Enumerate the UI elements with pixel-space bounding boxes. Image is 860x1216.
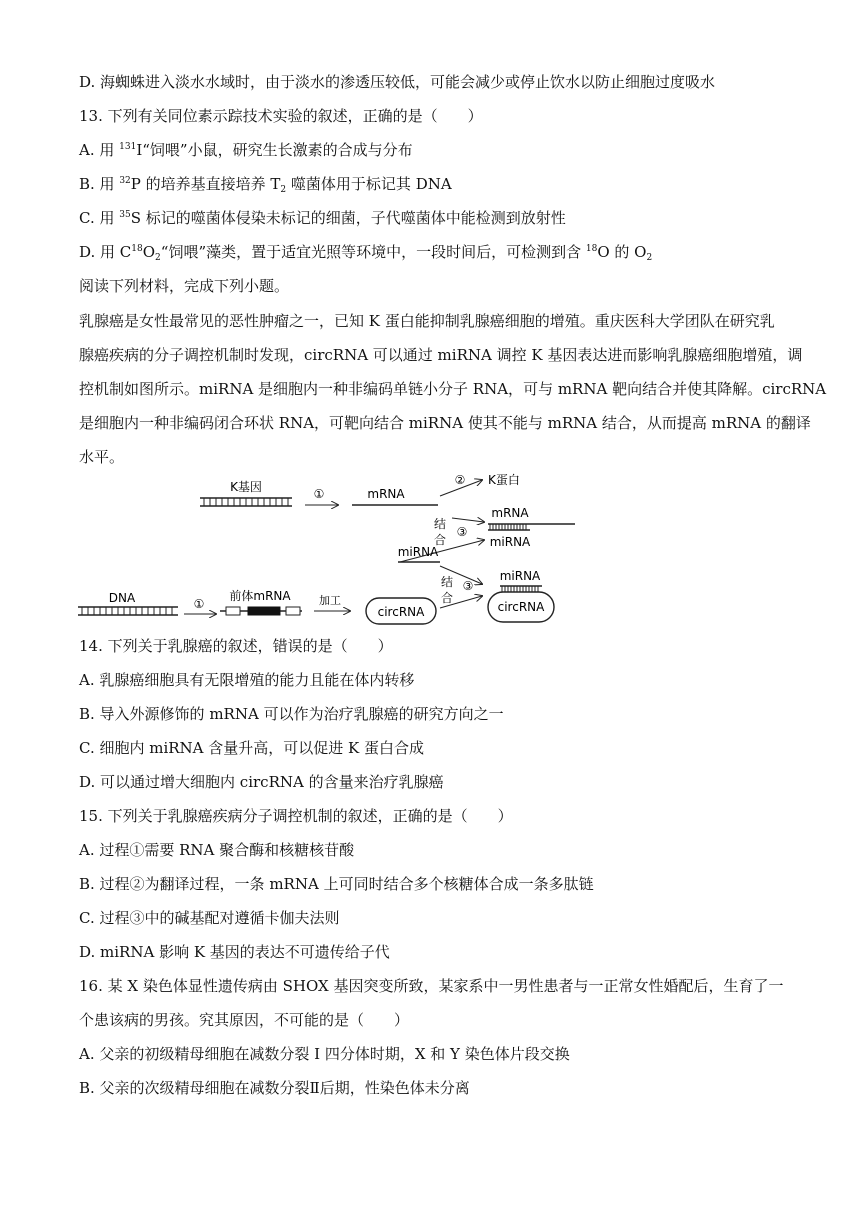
dna-label: DNA bbox=[108, 591, 136, 605]
bind-label-upper: 结 bbox=[433, 517, 447, 531]
step3-label-lower: ③ bbox=[462, 579, 474, 593]
q13-option-b: B. 用 $^{32}$P 的培养基直接培养 $T_2$ 噬菌体用于标记其 DNA bbox=[79, 175, 452, 195]
bind-label-upper-2: 合 bbox=[433, 533, 447, 547]
q14-option-d: D. 可以通过增大细胞内 circRNA 的含量来治疗乳腺癌 bbox=[79, 773, 444, 791]
material-line: 是细胞内一种非编码闭合环状 RNA，可靶向结合 miRNA 使其不能与 mRNA 结合，从而提高 mRNA 的翻译 bbox=[79, 414, 811, 432]
material-line: 水平。 bbox=[79, 448, 125, 466]
step1-label-top: ① bbox=[313, 487, 325, 501]
material-line: 控机制如图所示。miRNA 是细胞内一种非编码单链小分子 RNA，可与 mRNA 靶向结合并使其降解。circRNA bbox=[79, 380, 827, 398]
process-label: 加工 bbox=[319, 594, 341, 607]
q15-option-c: C. 过程③中的碱基配对遵循卡伽夫法则 bbox=[79, 909, 340, 927]
q16-option-a: A. 父亲的初级精母细胞在减数分裂 I 四分体时期，X 和 Y 染色体片段交换 bbox=[79, 1045, 570, 1063]
dna-double-strand bbox=[78, 607, 178, 615]
k-gene-label: K基因 bbox=[230, 480, 262, 494]
q14-stem: 14. 下列关于乳腺癌的叙述，错误的是（ ） bbox=[79, 637, 393, 655]
q12-option-d: D. 海蜘蛛进入淡水水域时，由于淡水的渗透压较低，可能会减少或停止饮水以防止细胞过度吸水 bbox=[79, 73, 716, 91]
mrna-label: mRNA bbox=[367, 487, 405, 501]
q15-option-d: D. miRNA 影响 K 基因的表达不可遗传给子代 bbox=[79, 943, 390, 961]
q14-option-a: A. 乳腺癌细胞具有无限增殖的能力且能在体内转移 bbox=[79, 671, 415, 689]
q15-option-b: B. 过程②为翻译过程，一条 mRNA 上可同时结合多个核糖体合成一条多肽链 bbox=[79, 875, 594, 893]
step1-label-bottom: ① bbox=[193, 597, 205, 611]
reading-intro: 阅读下列材料，完成下列小题。 bbox=[79, 277, 290, 295]
step2-label: ② bbox=[454, 473, 466, 487]
k-gene-double-strand bbox=[200, 498, 292, 506]
q16-option-b: B. 父亲的次级精母细胞在减数分裂Ⅱ后期，性染色体未分离 bbox=[79, 1079, 470, 1097]
q16-stem-line2: 个患该病的男孩。究其原因，不可能的是（ ） bbox=[79, 1011, 410, 1029]
mirna-label: miRNA bbox=[397, 545, 439, 559]
q15-option-a: A. 过程①需要 RNA 聚合酶和核糖核苷酸 bbox=[79, 841, 355, 859]
pre-mrna-label: 前体mRNA bbox=[229, 589, 291, 603]
k-protein-label: K蛋白 bbox=[488, 473, 520, 487]
complex2-circrna-label: circRNA bbox=[497, 600, 545, 614]
material-line: 腺癌疾病的分子调控机制时发现，circRNA 可以通过 miRNA 调控 K 基因表达进而影响乳腺癌细胞增殖，调 bbox=[79, 346, 803, 364]
q13-stem: 13. 下列有关同位素示踪技术实验的叙述，正确的是（ ） bbox=[79, 107, 483, 125]
pre-mrna-strand bbox=[220, 607, 302, 615]
complex2-mirna-label: miRNA bbox=[499, 569, 541, 583]
material-paragraph bbox=[79, 304, 827, 474]
bind-label-lower: 结 bbox=[440, 575, 454, 589]
q13-option-c: C. 用 $^{35}$S 标记的噬菌体侵染未标记的细菌，子代噬菌体中能检测到放射性 bbox=[79, 209, 566, 227]
q16-stem-line1: 16. 某 X 染色体显性遗传病由 SHOX 基因突变所致，某家系中一男性患者与一正常女性婚配后，生育了一 bbox=[79, 977, 784, 995]
material-line: 乳腺癌是女性最常见的恶性肿瘤之一，已知 K 蛋白能抑制乳腺癌细胞的增殖。重庆医科大学团队在研究乳 bbox=[79, 312, 775, 330]
q14-option-c: C. 细胞内 miRNA 含量升高，可以促进 K 蛋白合成 bbox=[79, 739, 425, 757]
q14-option-b: B. 导入外源修饰的 mRNA 可以作为治疗乳腺癌的研究方向之一 bbox=[79, 705, 504, 723]
step3-label-upper: ③ bbox=[456, 525, 468, 539]
bind-arrow-upper-a bbox=[452, 518, 484, 522]
q13-option-d: D. 用 $C^{18}O_2“$饲喂”藻类，置于适宜光照等环境中，一段时间后，可检测到含 $^{18}$O 的 $O_2$ bbox=[79, 243, 653, 263]
complex-mirna-label: miRNA bbox=[489, 535, 531, 549]
circrna-label: circRNA bbox=[377, 605, 425, 619]
complex-mrna-label: mRNA bbox=[491, 506, 529, 520]
q13-option-a: A. 用 $^{131}$I“饲喂”小鼠，研究生长激素的合成与分布 bbox=[79, 141, 413, 159]
bind-label-lower-2: 合 bbox=[440, 591, 454, 605]
q15-stem: 15. 下列关于乳腺癌疾病分子调控机制的叙述，正确的是（ ） bbox=[79, 807, 513, 825]
regulation-diagram bbox=[70, 468, 590, 628]
